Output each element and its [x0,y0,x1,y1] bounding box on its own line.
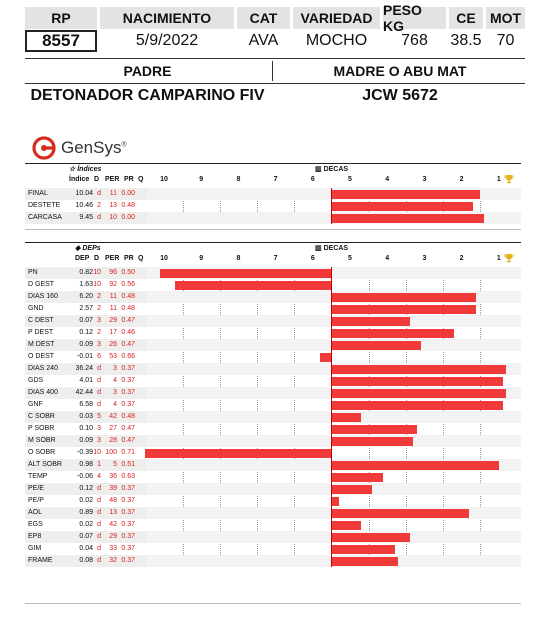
row-pr: 0.47 [121,317,135,324]
row-deca: d [97,401,101,408]
row-name: DESTETE [28,202,61,209]
row-deca: 2 [97,305,101,312]
padre-label: PADRE [123,63,172,79]
row-per: 28 [109,437,117,444]
row-dep: 2.57 [79,305,93,312]
decas-scale-label: 1 [496,255,501,262]
deca-bar [331,389,506,398]
row-pr: 0.00 [121,190,135,197]
row-per: 10 [109,214,117,221]
row-name: O DEST [28,353,55,360]
deca-bar [331,190,480,199]
table-row [25,411,521,423]
table-row [25,339,521,351]
row-dep: -0.01 [77,353,93,360]
birth-date-value: 5/9/2022 [135,32,199,49]
table-row [25,200,521,212]
row-dep: 6.20 [79,293,93,300]
decas-scale-label: 3 [422,255,427,262]
table-row [25,507,521,519]
table-row [25,363,521,375]
table-row [25,471,521,483]
table-row [25,459,521,471]
row-dep: 0.82 [79,269,93,276]
row-dep: 0.09 [79,437,93,444]
row-name: AOL [28,509,43,516]
decas-scale-label: 9 [199,255,204,262]
gensys-logo-icon [31,135,57,161]
row-deca: d [97,485,101,492]
deca-bar [145,449,331,458]
header-col-cat: CAT [237,7,290,29]
row-pr: 0.37 [121,509,135,516]
deca-bar [331,545,394,554]
deca-bar [331,305,476,314]
row-deca: 10 [93,449,101,456]
row-deca: 10 [93,269,101,276]
deca-bar [331,425,417,434]
row-dep: 0.10 [79,425,93,432]
variety-value: MOCHO [305,32,368,49]
table-row [25,555,521,567]
deca-bar [331,413,361,422]
row-per: 42 [109,521,117,528]
gensys-logo [31,135,127,161]
row-pr: 0.00 [121,214,135,221]
row-name: C DEST [28,317,54,324]
table-row [25,423,521,435]
table-row [25,315,521,327]
center-line [331,267,332,567]
row-deca: d [97,521,101,528]
row-name: M SOBR [28,437,56,444]
row-dep: 0.04 [79,545,93,552]
row-per: 13 [109,509,117,516]
rp-value: 8557 [25,30,97,52]
table-row [25,531,521,543]
deca-bar [331,317,409,326]
deps-title: DEPs [82,245,101,252]
row-per: 92 [109,281,117,288]
row-pr: 0.37 [121,545,135,552]
table-row [25,303,521,315]
row-pr: 0.48 [121,305,135,312]
row-name: GNF [28,401,43,408]
row-dep: 9.45 [79,214,93,221]
deca-bar [331,533,409,542]
row-deca: 2 [97,293,101,300]
row-per: 4 [113,401,117,408]
table-row [25,351,521,363]
header-col-ce: CE [449,7,483,29]
row-pr: 0.50 [121,269,135,276]
indices-col-d: D [94,176,100,183]
table-row [25,399,521,411]
trophy-icon [504,253,514,263]
decas-scale-label: 10 [160,255,168,262]
row-deca: 3 [97,437,101,444]
row-dep: 0.02 [79,497,93,504]
row-per: 36 [109,473,117,480]
row-deca: 3 [97,341,101,348]
deca-bar [331,521,361,530]
ce-value: 38.5 [450,32,482,49]
deps-col-q: Q [138,255,144,262]
table-row [25,495,521,507]
row-deca: d [97,389,101,396]
header-values [25,30,525,52]
row-per: 53 [109,353,117,360]
deca-bar [331,485,372,494]
indices-col-pr: PR [124,176,134,183]
table-row [25,267,521,279]
row-deca: 3 [97,425,101,432]
deps-decas-title: DECAS [323,245,349,252]
row-dep: 36.24 [75,365,93,372]
row-per: 29 [109,317,117,324]
row-name: PN [28,269,38,276]
table-row [25,435,521,447]
row-pr: 0.48 [121,202,135,209]
row-per: 96 [109,269,117,276]
row-dep: 0.03 [79,413,93,420]
deca-bar [331,401,502,410]
padre-value: DETONADOR CAMPARINO FIV [30,87,265,104]
deca-bar [331,329,454,338]
table-row [25,375,521,387]
deca-bar [331,341,420,350]
row-pr: 0.47 [121,437,135,444]
row-dep: 6.58 [79,401,93,408]
row-name: D GEST [28,281,55,288]
deps-col-per: PER [105,255,120,262]
row-name: DIAS 160 [28,293,58,300]
row-deca: d [97,545,101,552]
row-per: 5 [113,461,117,468]
row-deca: d [97,533,101,540]
deca-bar [175,281,331,290]
row-pr: 0.71 [121,449,135,456]
deca-bar [331,365,506,374]
decas-scale-label: 2 [459,255,464,262]
decas-scale-label: 4 [385,255,390,262]
deps-panel [25,242,521,604]
decas-scale-label: 7 [273,176,278,183]
row-dep: 0.09 [79,341,93,348]
chart-icon: ▥ [315,245,322,252]
parents-divider-h [25,83,525,84]
decas-scale-label: 8 [236,255,241,262]
row-deca: d [97,377,101,384]
row-deca: 10 [93,281,101,288]
row-deca: 6 [97,353,101,360]
row-name: GDS [28,377,44,384]
row-per: 13 [109,202,117,209]
row-pr: 0.56 [121,281,135,288]
row-pr: 0.37 [121,377,135,384]
row-dep: -0.39 [77,449,93,456]
row-deca: d [97,497,101,504]
indices-panel: ☆ Índices ▥ DECAS Índice D PER PR Q 10 9 8 7 6 5 4 3 2 1 FINAL 10.04 d 11 0.00 DESTETE 10.46 2 13 0.48 CARCASA 9.45 d 10 0.00 [25,163,521,230]
header-col-variedad: VARIEDAD [293,7,380,29]
row-name: DIAS 240 [28,365,58,372]
row-name: EP8 [28,533,42,540]
row-dep: 1.63 [79,281,93,288]
row-dep: 0.12 [79,329,93,336]
row-deca: d [97,509,101,516]
row-pr: 0.63 [121,473,135,480]
deca-bar [331,377,502,386]
table-row [25,483,521,495]
row-pr: 0.37 [121,557,135,564]
row-name: P DEST [28,329,54,336]
header-labels [25,2,525,34]
table-row [25,387,521,399]
logo-text: GenSys [61,138,122,157]
tag-icon: ◆ [75,245,81,252]
row-per: 3 [113,389,117,396]
row-name: CARCASA [28,214,62,221]
row-dep: 4.01 [79,377,93,384]
madre-value: JCW 5672 [362,87,438,104]
row-pr: 0.37 [121,389,135,396]
decas-scale-label: 5 [348,255,352,262]
row-dep: 0.02 [79,521,93,528]
row-pr: 0.66 [121,353,135,360]
decas-scale-label: 10 [160,176,168,183]
row-name: C SOBR [28,413,55,420]
row-per: 100 [105,449,117,456]
center-line [331,188,332,224]
row-dep: 0.12 [79,485,93,492]
deca-bar [331,214,484,223]
row-deca: d [97,365,101,372]
row-name: GIM [28,545,42,552]
row-deca: d [97,214,101,221]
table-row [25,291,521,303]
decas-scale-label: 7 [273,255,278,262]
row-dep: 10.04 [75,190,93,197]
row-deca: 1 [97,461,101,468]
indices-col-per: PER [105,176,120,183]
row-dep: 10.46 [75,202,93,209]
table-row [25,519,521,531]
row-per: 17 [109,329,117,336]
row-name: TEMP [28,473,48,480]
row-pr: 0.47 [121,425,135,432]
deca-bar [160,269,331,278]
header-col-nacimiento: NACIMIENTO [100,7,234,29]
row-dep: 42.44 [75,389,93,396]
row-dep: 0.07 [79,533,93,540]
header-divider [25,58,525,59]
logo-trademark: ® [121,141,127,149]
row-deca: 2 [97,329,101,336]
decas-scale-label: 3 [422,176,427,183]
deca-bar [331,202,472,211]
row-per: 4 [113,377,117,384]
parents-divider [272,61,273,81]
weight-value: 768 [401,32,428,49]
decas-scale-label: 9 [199,176,204,183]
decas-scale-label: 5 [348,176,352,183]
row-pr: 0.48 [121,413,135,420]
row-pr: 0.37 [121,365,135,372]
table-row [25,447,521,459]
row-name: FRAME [28,557,53,564]
decas-scale-label: 6 [310,176,315,183]
row-deca: d [97,190,101,197]
row-per: 32 [109,557,117,564]
mot-value: 70 [496,32,515,49]
row-name: ALT SOBR [28,461,62,468]
row-per: 48 [109,497,117,504]
madre-label: MADRE O ABU MAT [333,63,467,79]
row-name: FINAL [28,190,48,197]
row-pr: 0.47 [121,341,135,348]
category-value: AVA [248,32,279,49]
row-pr: 0.37 [121,533,135,540]
row-per: 11 [109,293,117,300]
trophy-icon [504,174,514,184]
indices-title: Índices [77,166,102,173]
row-dep: 0.89 [79,509,93,516]
row-dep: 0.98 [79,461,93,468]
row-pr: 0.51 [121,461,135,468]
row-per: 11 [109,305,117,312]
deps-col-d: D [94,255,100,262]
deca-bar [331,473,383,482]
row-per: 27 [109,425,117,432]
row-per: 11 [109,190,117,197]
row-name: O SOBR [28,449,56,456]
row-pr: 0.46 [121,329,135,336]
deca-bar [331,437,413,446]
row-pr: 0.37 [121,401,135,408]
deca-bar [331,557,398,566]
row-dep: 0.07 [79,317,93,324]
table-row [25,279,521,291]
decas-scale-label: 6 [310,255,315,262]
row-pr: 0.37 [121,521,135,528]
row-name: EGS [28,521,43,528]
table-row [25,327,521,339]
row-name: PE/E [28,485,44,492]
header-col-peso: PESO KG [383,7,446,29]
deca-bar [331,461,498,470]
indices-col-index: Índice [69,176,90,183]
table-row [25,543,521,555]
row-name: GND [28,305,44,312]
decas-scale-label: 2 [459,176,464,183]
row-per: 26 [109,341,117,348]
row-per: 33 [109,545,117,552]
row-pr: 0.48 [121,293,135,300]
deca-bar [320,353,331,362]
table-row [25,212,521,224]
decas-scale-label: 1 [496,176,501,183]
row-pr: 0.37 [121,485,135,492]
deps-col-pr: PR [124,255,134,262]
indices-decas-title: DECAS [323,166,349,173]
row-dep: 0.08 [79,557,93,564]
row-deca: 5 [97,413,101,420]
row-deca: 2 [97,202,101,209]
deca-bar [331,293,476,302]
row-per: 3 [113,365,117,372]
row-pr: 0.37 [121,497,135,504]
decas-scale-label: 8 [236,176,241,183]
row-name: M DEST [28,341,55,348]
row-name: P SOBR [28,425,55,432]
row-dep: -0.06 [77,473,93,480]
indices-col-q: Q [138,176,144,183]
row-per: 29 [109,533,117,540]
row-deca: 3 [97,317,101,324]
row-name: DIAS 400 [28,389,58,396]
header-col-mot: MOT [486,7,525,29]
deca-bar [331,509,469,518]
row-deca: 4 [97,473,101,480]
decas-scale-label: 4 [385,176,390,183]
row-name: PE/P [28,497,44,504]
row-per: 39 [109,485,117,492]
deps-col-dep: DEP [75,255,90,262]
row-deca: d [97,557,101,564]
row-per: 42 [109,413,117,420]
table-row [25,188,521,200]
header-col-rp: RP [25,7,97,29]
deca-bar [331,497,338,506]
chart-icon: ▥ [315,166,322,173]
